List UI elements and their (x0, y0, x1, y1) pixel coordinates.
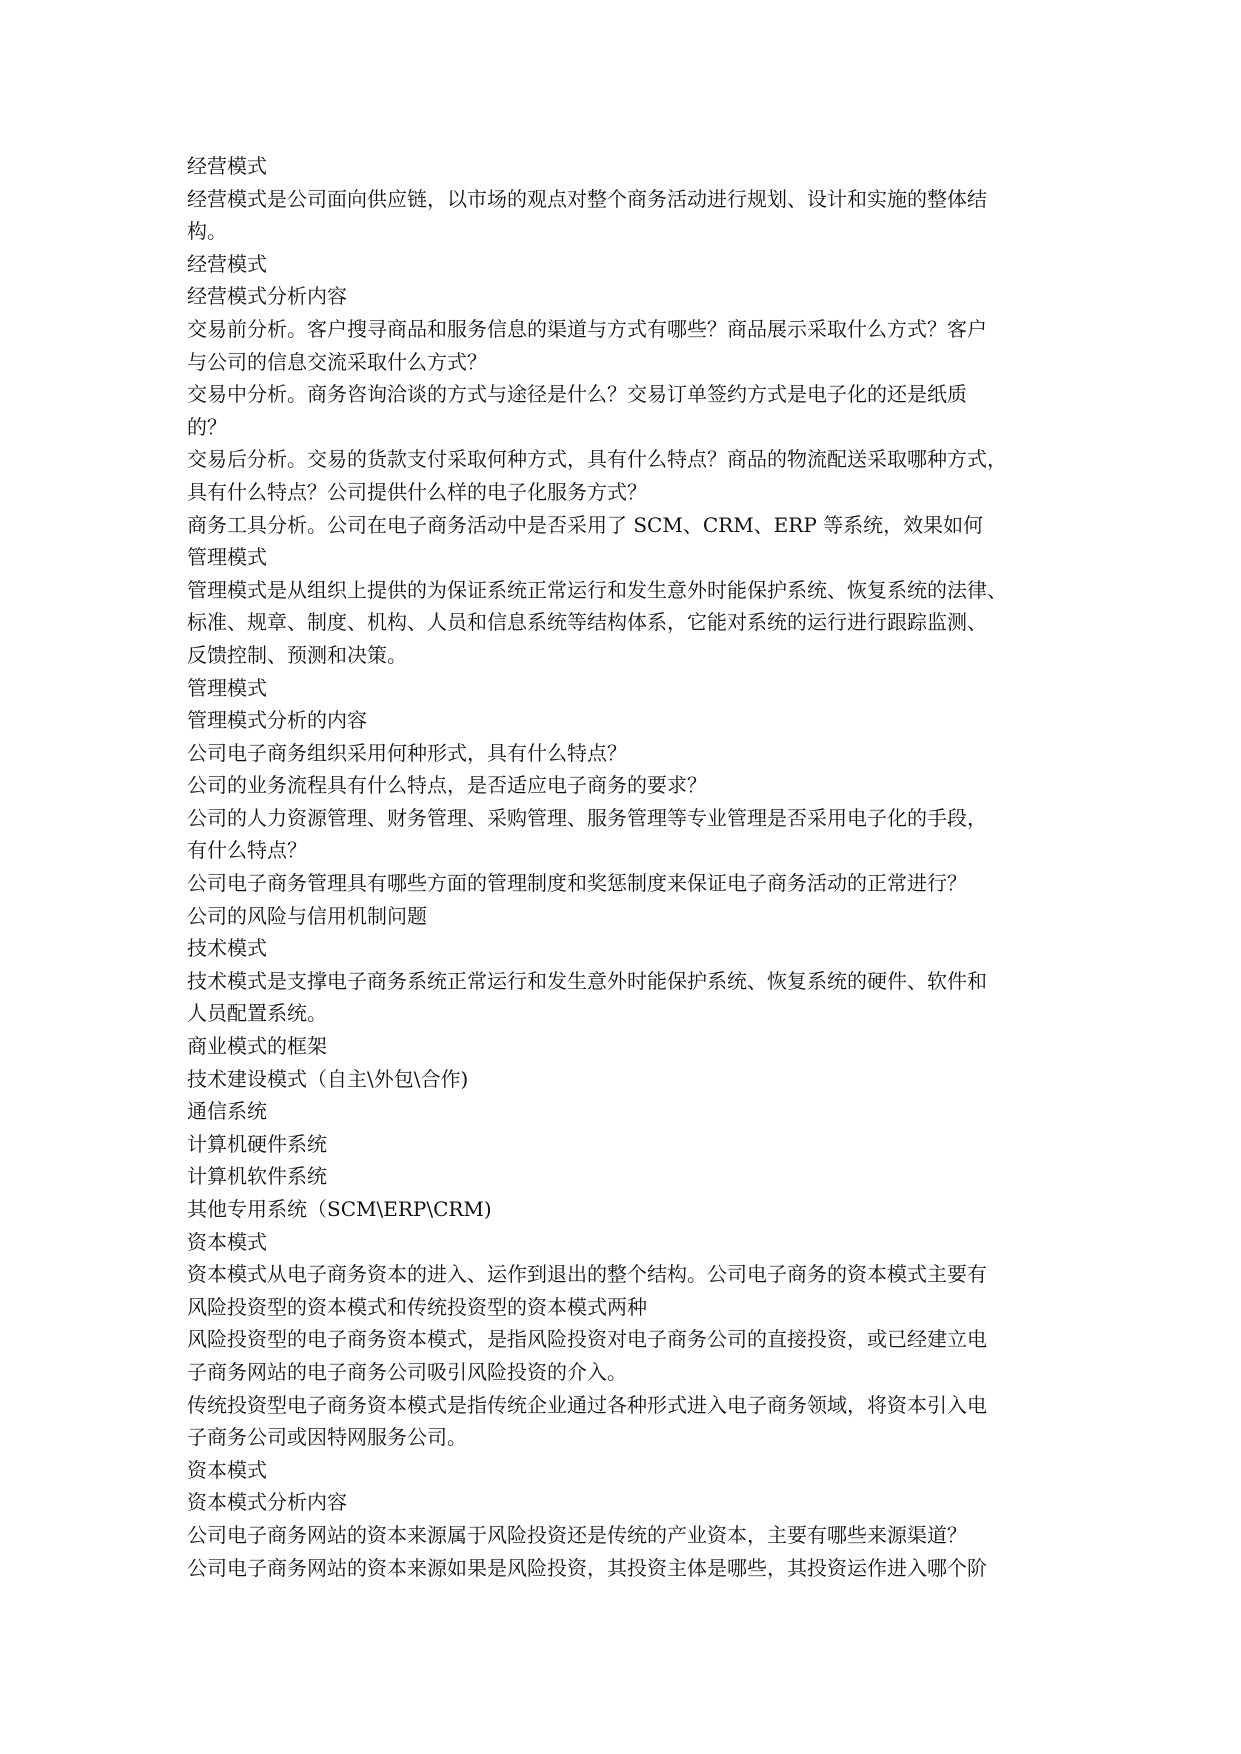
paragraph-line: 与公司的信息交流采取什么方式？ (187, 349, 487, 374)
paragraph-line: 公司的人力资源管理、财务管理、采购管理、服务管理等专业管理是否采用电子化的手段， (187, 805, 987, 830)
heading-management-model: 管理模式 (187, 545, 267, 570)
list-item: 计算机软件系统 (187, 1164, 327, 1189)
paragraph-line: 技术模式是支撑电子商务系统正常运行和发生意外时能保护系统、恢复系统的硬件、软件和 (187, 968, 987, 993)
list-item: 通信系统 (187, 1099, 267, 1124)
heading-management-model: 管理模式 (187, 675, 267, 700)
paragraph-line: 公司的风险与信用机制问题 (187, 903, 427, 928)
paragraph-line: 交易后分析。交易的货款支付采取何种方式，具有什么特点？商品的物流配送采取哪种方式， (187, 447, 1007, 472)
list-item: 计算机硬件系统 (187, 1131, 327, 1156)
heading-business-model: 经营模式 (187, 154, 267, 178)
heading-technology-model: 技术模式 (187, 936, 267, 961)
heading-capital-model: 资本模式 (187, 1457, 267, 1482)
list-item: 其他专用系统（SCM\ERP\CRM) (187, 1197, 492, 1221)
subheading-framework: 商业模式的框架 (187, 1034, 327, 1059)
paragraph-line: 子商务公司或因特网服务公司。 (187, 1425, 467, 1450)
paragraph-line: 的？ (187, 414, 227, 439)
paragraph-line: 公司的业务流程具有什么特点，是否适应电子商务的要求？ (187, 773, 707, 798)
paragraph-line: 风险投资型的资本模式和传统投资型的资本模式两种 (187, 1294, 647, 1319)
paragraph-line: 经营模式是公司面向供应链，以市场的观点对整个商务活动进行规划、设计和实施的整体结 (187, 186, 987, 211)
paragraph-line: 风险投资型的电子商务资本模式，是指风险投资对电子商务公司的直接投资，或已经建立电 (187, 1327, 987, 1352)
paragraph-line: 公司电子商务网站的资本来源如果是风险投资，其投资主体是哪些，其投资运作进入哪个阶 (187, 1555, 987, 1580)
paragraph-line: 公司电子商务管理具有哪些方面的管理制度和奖惩制度来保证电子商务活动的正常进行？ (187, 871, 967, 896)
paragraph-line: 子商务网站的电子商务公司吸引风险投资的介入。 (187, 1359, 627, 1384)
paragraph-line: 人员配置系统。 (187, 1001, 327, 1026)
heading-business-model: 经营模式 (187, 251, 267, 276)
paragraph-line: 传统投资型电子商务资本模式是指传统企业通过各种形式进入电子商务领域，将资本引入电 (187, 1392, 987, 1417)
paragraph-line: 标准、规章、制度、机构、人员和信息系统等结构体系，它能对系统的运行进行跟踪监测、 (187, 610, 987, 635)
subheading-analysis: 资本模式分析内容 (187, 1490, 347, 1515)
paragraph-line: 公司电子商务网站的资本来源属于风险投资还是传统的产业资本，主要有哪些来源渠道？ (187, 1522, 967, 1547)
paragraph-line: 反馈控制、预测和决策。 (187, 642, 407, 667)
list-item: 技术建设模式（自主\外包\合作) (187, 1066, 469, 1091)
paragraph-line: 公司电子商务组织采用何种形式，具有什么特点？ (187, 740, 627, 765)
paragraph-line: 交易前分析。客户搜寻商品和服务信息的渠道与方式有哪些？商品展示采取什么方式？客户 (187, 316, 987, 341)
paragraph-line: 有什么特点？ (187, 838, 307, 863)
paragraph-line: 资本模式从电子商务资本的进入、运作到退出的整个结构。公司电子商务的资本模式主要有 (187, 1262, 987, 1287)
subheading-analysis: 管理模式分析的内容 (187, 708, 367, 733)
document-page (187, 150, 1057, 1584)
paragraph-line: 具有什么特点？公司提供什么样的电子化服务方式？ (187, 479, 647, 504)
heading-capital-model: 资本模式 (187, 1229, 267, 1254)
subheading-analysis: 经营模式分析内容 (187, 284, 347, 309)
paragraph-line: 构。 (187, 219, 227, 244)
paragraph-line: 商务工具分析。公司在电子商务活动中是否采用了 SCM、CRM、ERP 等系统，效果如何 (187, 512, 984, 537)
paragraph-line: 管理模式是从组织上提供的为保证系统正常运行和发生意外时能保护系统、恢复系统的法律、 (187, 577, 1007, 602)
paragraph-line: 交易中分析。商务咨询洽谈的方式与途径是什么？交易订单签约方式是电子化的还是纸质 (187, 382, 967, 407)
